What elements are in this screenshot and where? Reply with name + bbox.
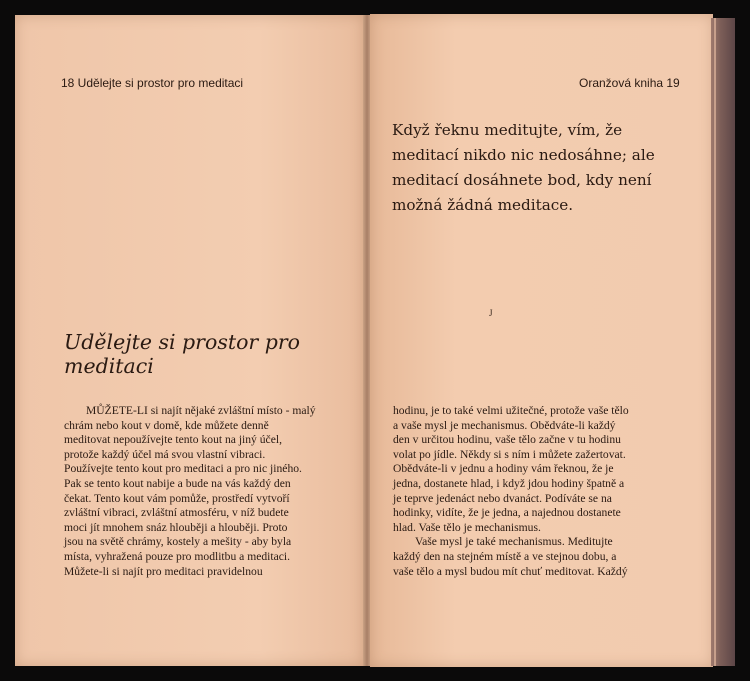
text-line: vaše tělo a mysl budou mít chuť meditovat. Každý (393, 564, 628, 578)
text-line: Můžete-li si najít pro meditaci pravidelnou (64, 564, 263, 578)
page-edge-highlight (714, 18, 716, 666)
quote-line: možná žádná meditace. (392, 196, 574, 214)
text-line: moci jít mnohem snáz hlouběji a hlouběji. Proto (64, 520, 288, 534)
text-line: zvláštní vibraci, zvláštní atmosféru, v níž budete (64, 506, 289, 520)
text-line: Používejte tento kout pro meditaci a pro nic jiného. (64, 462, 302, 476)
right-body-text (393, 404, 683, 579)
text-line: čekat. Tento kout vám pomůže, prostředí vytvoří (64, 491, 290, 505)
text-line: hodinky, vidíte, že je jedna, a najednou dostanete (393, 506, 621, 520)
heading-line: meditaci (64, 354, 154, 378)
right-running-head: Oranžová kniha 19 (579, 76, 680, 90)
text-line: hlad. Vaše tělo je mechanismus. (393, 520, 541, 534)
left-running-head: 18 Udělejte si prostor pro meditaci (61, 76, 244, 90)
stray-mark: J (489, 308, 493, 318)
text-line: den v určitou hodinu, vaše tělo začne v tu hodinu (393, 433, 621, 447)
text-line: protože každý účel má svou vlastní vibraci. (64, 447, 266, 461)
text-line: a vaše mysl je mechanismus. Obědváte-li každý (393, 418, 616, 432)
text-line: Vaše mysl je také mechanismus. Meditujte (415, 535, 613, 549)
text-line: meditovat nepoužívejte tento kout na jiný účel, (64, 433, 282, 447)
text-line: hodinu, je to také velmi užitečné, protože vaše tělo (393, 404, 629, 417)
pull-quote (392, 118, 692, 218)
text-line: Obědváte-li v jednu a hodiny vám řeknou, že je (393, 462, 614, 476)
text-line: Pak se tento kout nabije a bude na vás každý den (64, 476, 291, 490)
text-line: místa, vyhražená pouze pro modlitbu a meditaci. (64, 549, 291, 563)
text-line: chrám nebo kout v domě, kde můžete denně (64, 418, 269, 432)
quote-line: meditací dosáhnete bod, kdy není (392, 171, 652, 189)
quote-line: Když řeknu meditujte, vím, že (392, 121, 623, 139)
text-line: volat po jídle. Někdy si s ním i můžete zažertovat. (393, 447, 626, 461)
text-line: jedna, dostanete hlad, i když jdou hodiny špatně a (393, 476, 625, 490)
text-line: jsou na světě chrámy, kostely a mešity - aby byla (64, 535, 292, 549)
text-line: je teprve jedenáct nebo dvanáct. Podíváte se na (393, 491, 612, 505)
text-line: každý den na stejném místě a ve stejnou dobu, a (393, 549, 617, 563)
quote-line: meditací nikdo nic nedosáhne; ale (392, 146, 655, 164)
heading-line: Udělejte si prostor pro (64, 330, 301, 354)
chapter-heading (64, 330, 344, 378)
left-body-text (64, 404, 354, 579)
text-line: MŮŽETE-LI si najít nějaké zvláštní místo - malý (86, 404, 316, 417)
